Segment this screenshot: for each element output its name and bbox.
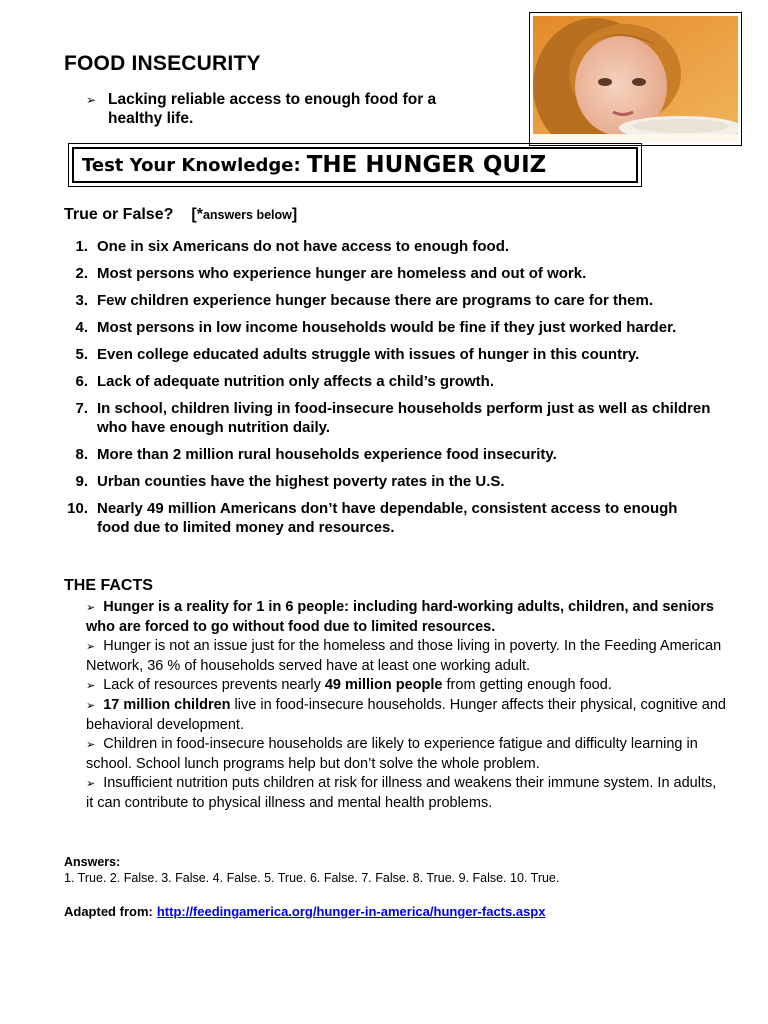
fact-item [86, 735, 726, 774]
quiz-question [62, 237, 712, 256]
quiz-banner [68, 143, 642, 187]
fact-text: Hunger is not an issue just for the homeless and those living in poverty. In the Feeding American Network, 36 % of households served have at least one working adult. [86, 638, 722, 674]
question-text: One in six Americans do not have access to enough food. [97, 238, 510, 255]
question-number: 6. [75, 373, 88, 390]
page-title: FOOD INSECURITY [64, 52, 261, 75]
question-number: 3. [75, 292, 88, 309]
question-text: Lack of adequate nutrition only affects a child’s growth. [97, 373, 494, 390]
answers-text: 1. True. 2. False. 3. False. 4. False. 5. True. 6. False. 7. False. 8. True. 9. False. 10. True. [64, 871, 560, 885]
fact-item [86, 598, 726, 637]
question-text: In school, children living in food-insecure households perform just as well as children who have enough nutrition daily. [97, 400, 711, 436]
quiz-question [62, 345, 712, 364]
quiz-question [62, 318, 712, 337]
fact-text: Hunger is a reality for 1 in 6 people: including hard-working adults, children, and seniors who are forced to go without food due to limited resources. [86, 599, 714, 635]
fact-text: from getting enough food. [442, 677, 612, 693]
question-text: More than 2 million rural households experience food insecurity. [97, 446, 557, 463]
question-number: 7. [75, 400, 88, 417]
quiz-question [62, 499, 712, 537]
fact-highlight: 49 million people [324, 677, 443, 693]
facts-list [86, 598, 726, 813]
question-text: Few children experience hunger because there are programs to care for them. [97, 292, 654, 309]
answers-label: Answers: [64, 855, 121, 869]
source-link[interactable]: http://feedingamerica.org/hunger-in-america/hunger-facts.aspx [156, 904, 546, 919]
banner-prefix: Test Your Knowledge: [82, 154, 301, 176]
quiz-question [62, 472, 712, 491]
arrowhead-bullet-icon: ➢ [86, 641, 96, 653]
fact-item [86, 696, 726, 735]
quiz-question [62, 399, 712, 437]
fact-text: Children in food-insecure households are likely to experience fatigue and difficulty learning in school. School lunch programs help but don’t solve the whole problem. [86, 736, 698, 772]
question-number: 8. [75, 446, 88, 463]
fact-item [86, 637, 726, 676]
source-label: Adapted from: [64, 904, 153, 919]
note-open: [* [191, 206, 203, 223]
arrowhead-bullet-icon: ➢ [86, 778, 96, 790]
note-text: answers below [202, 208, 292, 222]
arrowhead-bullet-icon: ➢ [86, 739, 96, 751]
note-close: ] [291, 206, 298, 223]
arrowhead-bullet-icon: ➢ [86, 93, 97, 107]
facts-heading: THE FACTS [64, 577, 153, 594]
fact-text: Insufficient nutrition puts children at risk for illness and weakens their immune system. In adults, it can contribute to physical illness and mental health problems. [86, 775, 717, 811]
question-text: Nearly 49 million Americans don’t have dependable, consistent access to enough food due to limited money and resources. [97, 500, 678, 536]
question-number: 9. [75, 473, 88, 490]
quiz-banner-inner-border [72, 147, 638, 183]
fact-highlight: 17 million children [103, 697, 231, 713]
definition-text: Lacking reliable access to enough food for a healthy life. [108, 91, 437, 127]
question-number: 4. [75, 319, 88, 336]
arrowhead-bullet-icon: ➢ [86, 700, 96, 712]
definition [86, 90, 466, 128]
quiz-question-list [62, 237, 712, 545]
child-with-plate-illustration [533, 16, 738, 142]
source-line [64, 904, 545, 919]
arrowhead-bullet-icon: ➢ [86, 602, 96, 614]
true-false-label: True or False? [64, 206, 174, 223]
question-text: Even college educated adults struggle with issues of hunger in this country. [97, 346, 640, 363]
quiz-question [62, 264, 712, 283]
question-number: 2. [75, 265, 88, 282]
question-text: Most persons in low income households would be fine if they just worked harder. [97, 319, 677, 336]
quiz-question [62, 372, 712, 391]
arrowhead-bullet-icon: ➢ [86, 680, 96, 692]
fact-text: live in food-insecure households. Hunger affects their physical, cognitive and behavioral development. [86, 697, 726, 733]
true-false-intro [64, 206, 297, 224]
child-photo [529, 12, 742, 146]
question-number: 10. [67, 500, 88, 517]
quiz-question [62, 291, 712, 310]
quiz-question [62, 445, 712, 464]
question-text: Most persons who experience hunger are homeless and out of work. [97, 265, 587, 282]
banner-title: THE HUNGER QUIZ [306, 152, 547, 178]
fact-item [86, 676, 726, 696]
fact-item [86, 774, 726, 813]
question-number: 5. [75, 346, 88, 363]
fact-text: Lack of resources prevents nearly [103, 677, 325, 693]
question-number: 1. [75, 238, 88, 255]
question-text: Urban counties have the highest poverty rates in the U.S. [97, 473, 505, 490]
